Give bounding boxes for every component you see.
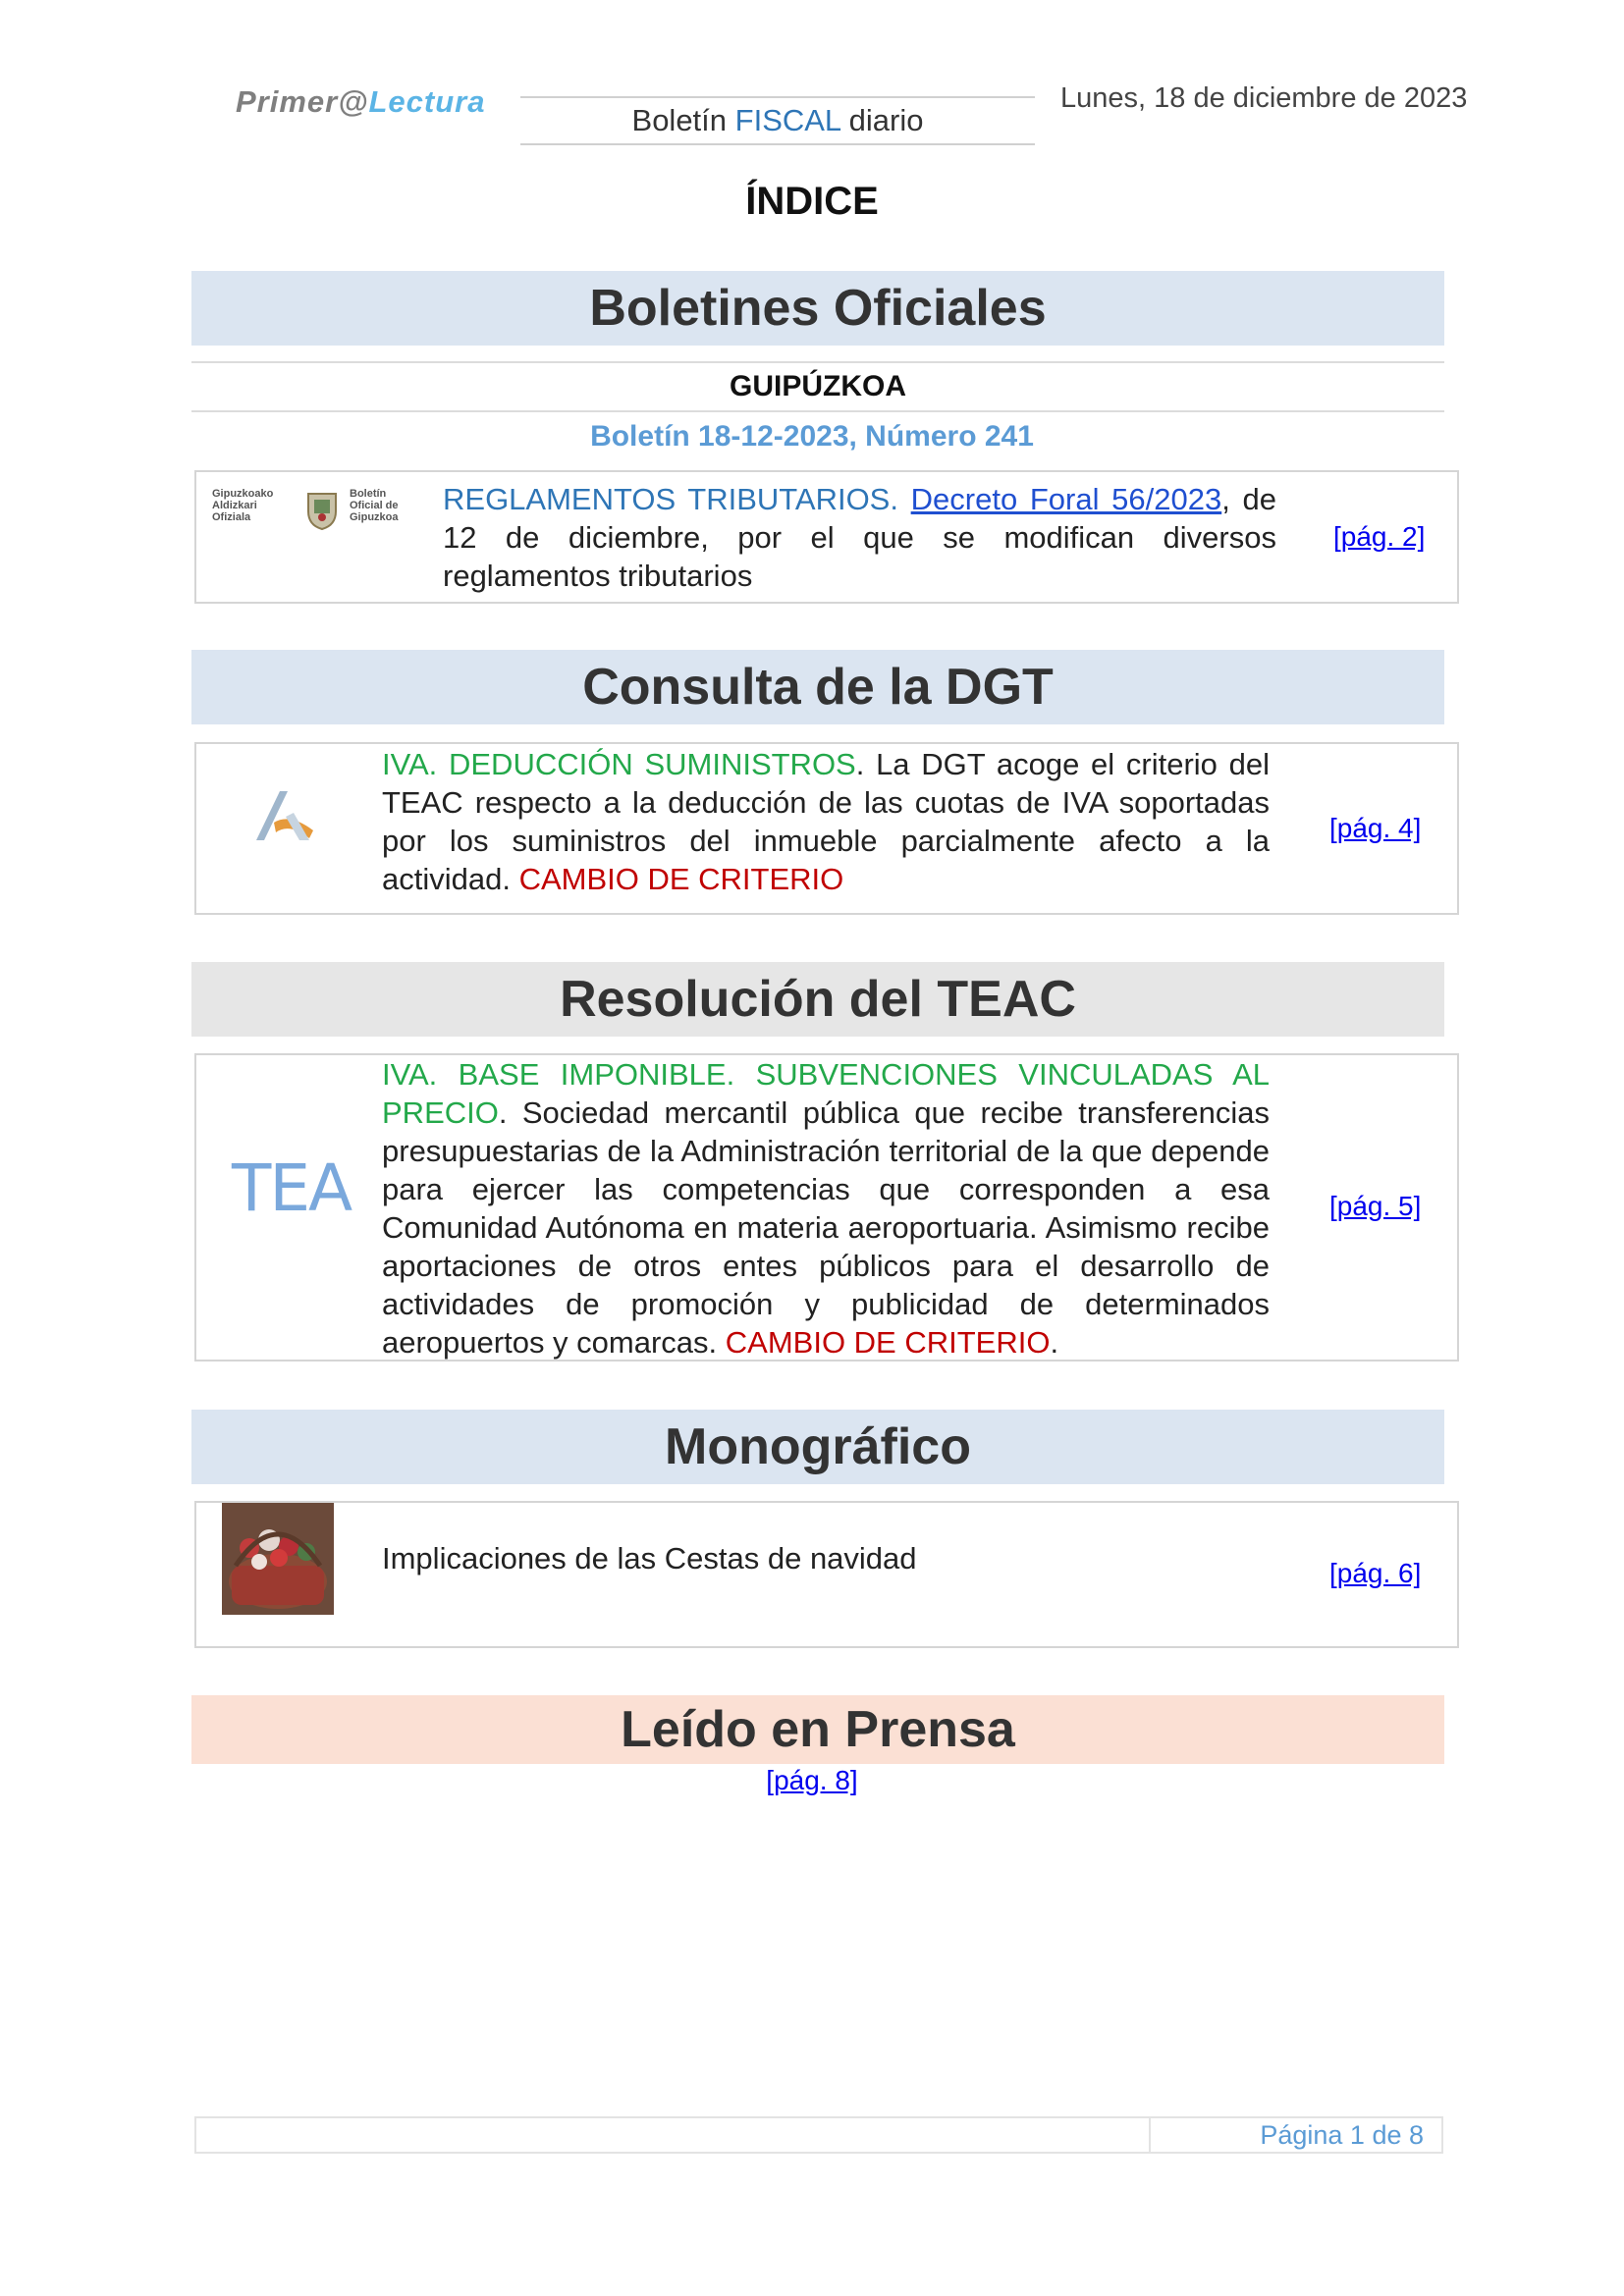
page-link-6[interactable]: [pág. 6]	[1329, 1558, 1422, 1588]
entry-boletin-text	[443, 480, 1276, 595]
section-monografico: Monográfico	[191, 1410, 1444, 1484]
bulletin-suffix: diario	[840, 103, 924, 137]
section-boletines-oficiales: Boletines Oficiales	[191, 271, 1444, 346]
brand-part1: Primer@	[236, 84, 369, 119]
entry-monografico-text: Implicaciones de las Cestas de navidad	[382, 1541, 917, 1575]
bulletin-title	[520, 96, 1035, 145]
section-consulta-dgt: Consulta de la DGT	[191, 650, 1444, 724]
section-leido-prensa: Leído en Prensa	[191, 1695, 1444, 1764]
entry-monografico	[194, 1501, 1459, 1648]
index-title: ÍNDICE	[745, 180, 879, 223]
region-label: GUIPÚZKOA	[191, 361, 1444, 412]
brand-part2: Lectura	[368, 84, 486, 119]
header-date: Lunes, 18 de diciembre de 2023	[1060, 82, 1468, 114]
coat-of-arms-icon	[300, 488, 344, 531]
decreto-foral-link[interactable]: Decreto Foral 56/2023	[910, 482, 1222, 516]
tea-logo: TEA	[232, 1150, 352, 1226]
change-criteria-flag: CAMBIO DE CRITERIO	[518, 862, 844, 896]
prensa-page-wrap	[0, 1765, 1624, 1796]
section-resolucion-teac: Resolución del TEAC	[191, 962, 1444, 1037]
entry-boletin	[194, 470, 1459, 604]
entry-rest: , de 12 de diciembre, por el que se modifican diversos reglamentos tributarios	[443, 482, 1276, 593]
brand-logo	[236, 84, 485, 120]
entry-end: .	[1050, 1325, 1059, 1360]
agencia-tributaria-icon	[250, 783, 321, 848]
page-link-4[interactable]: [pág. 4]	[1329, 813, 1422, 843]
entry-dgt	[194, 742, 1459, 915]
entry-body: . Sociedad mercantil pública que recibe transferencias presupuestarias de la Administración territorial de la que depende para ejercer las competencias que corresponden a esa Comunidad Autónoma en materia aeroportuaria. Asimismo recibe aportaciones de otros entes públicos para el desarrollo de actividades de promoción y publicidad de determinados aeropuertos y comarcas.	[382, 1095, 1270, 1360]
change-criteria-flag: CAMBIO DE CRITERIO	[725, 1325, 1051, 1360]
logo-left-text: Gipuzkoako Aldizkari Ofiziala	[212, 488, 274, 523]
entry-teac-text	[382, 1055, 1270, 1362]
bulletin-fiscal: FISCAL	[734, 103, 841, 137]
entry-topic: IVA. DEDUCCIÓN SUMINISTROS	[382, 747, 856, 781]
issue-label: Boletín 18-12-2023, Número 241	[590, 420, 1034, 453]
entry-teac	[194, 1053, 1459, 1362]
gipuzkoa-logo	[212, 488, 418, 531]
entry-topic: IVA. BASE IMPONIBLE. SUBVENCIONES VINCULADAS AL PRECIO	[382, 1057, 1270, 1130]
page-number: Página 1 de 8	[1260, 2120, 1424, 2150]
christmas-basket-image	[222, 1503, 334, 1615]
entry-topic: REGLAMENTOS TRIBUTARIOS.	[443, 482, 898, 516]
footer-divider	[1149, 2118, 1151, 2152]
page-link-5[interactable]: [pág. 5]	[1329, 1191, 1422, 1221]
page-link-8[interactable]: [pág. 8]	[766, 1765, 858, 1795]
bulletin-prefix: Boletín	[631, 103, 735, 137]
entry-body: . La DGT acoge el criterio del TEAC respecto a la deducción de las cuotas de IVA soportadas por los suministros del inmueble parcialmente afecto a la actividad.	[382, 747, 1270, 896]
entry-dgt-text	[382, 745, 1270, 898]
page-link-2[interactable]: [pág. 2]	[1333, 521, 1426, 552]
page-footer	[194, 2116, 1443, 2154]
logo-right-text: Boletín Oficial de Gipuzkoa	[350, 488, 399, 523]
